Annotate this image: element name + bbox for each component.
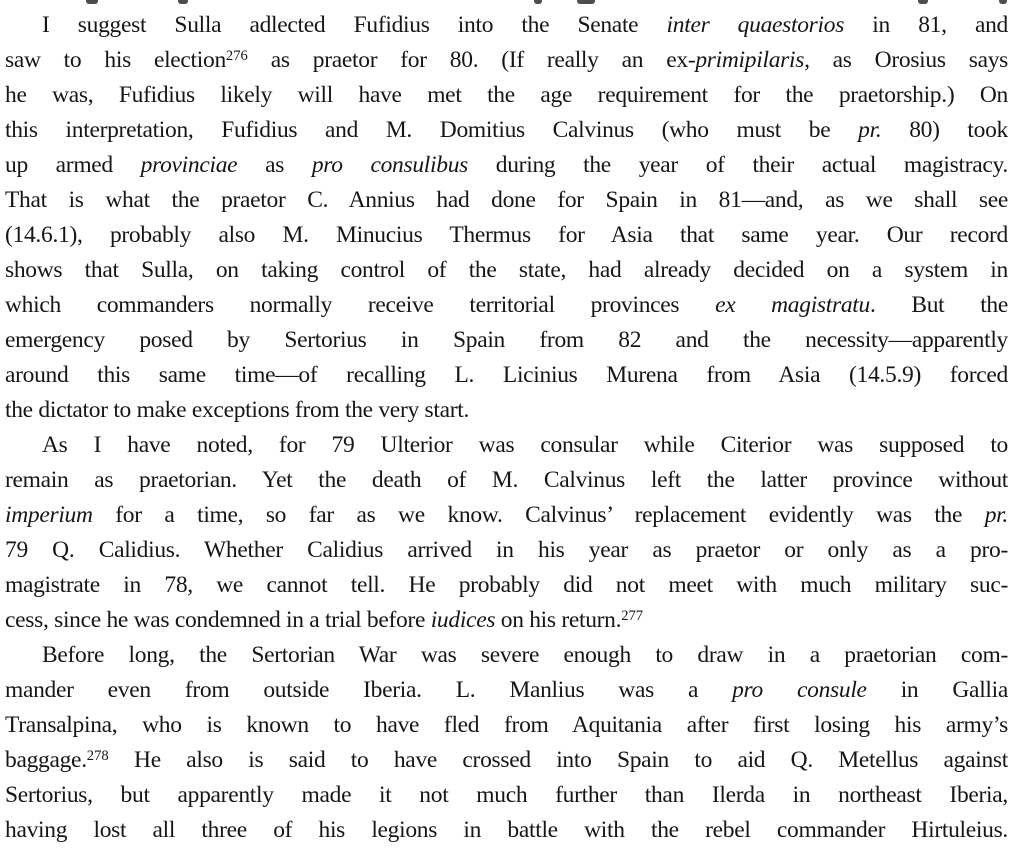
text-run: as (237, 152, 312, 178)
clipped-glyph-mark (534, 0, 542, 4)
text-run: remain as praetorian. Yet the death of M. Calvinus left the latter province without (5, 467, 1008, 493)
italic-run: pro consulibus (311, 152, 469, 178)
text-line (5, 603, 1008, 638)
text-run: for a time, so far as we know. Calvinus’ replacement evidently was the (92, 502, 985, 528)
text-run: Transalpina, who is known to have fled from Aquitania after first losing his army’s (5, 712, 1008, 738)
text-run: baggage. (5, 747, 87, 773)
text-run: I suggest Sulla adlected Fufidius into the Senate (42, 12, 667, 38)
text-run: That is what the praetor C. Annius had done for Spain in 81—and, as we shall see (5, 187, 1008, 213)
text-run: , as Orosius says (804, 47, 1008, 73)
text-run: . But the (869, 292, 1008, 318)
text-line (5, 288, 1008, 323)
text-line (5, 428, 1008, 463)
text-line (5, 43, 1008, 78)
italic-run: primipilaris (695, 47, 805, 73)
footnote-ref: 277 (621, 608, 644, 625)
italic-run: pro consule (732, 677, 867, 703)
text-run: he was, Fufidius likely will have met the age requirement for the praetorship.) On (5, 82, 1008, 108)
clipped-line-fragment (0, 0, 1024, 8)
text-line (5, 463, 1008, 498)
italic-run: imperium (5, 502, 93, 528)
text-run: cess, since he was condemned in a trial before (5, 607, 431, 633)
text-run: emergency posed by Sertorius in Spain from 82 and the necessity—apparently (5, 327, 1008, 353)
text-run: saw to his election (5, 47, 226, 73)
italic-run: inter quaestorios (666, 12, 845, 38)
text-run: in 81, and (844, 12, 1008, 38)
text-run: having lost all three of his legions in battle with the rebel commander Hirtuleius. (5, 817, 1008, 843)
footnote-ref: 276 (225, 48, 248, 65)
text-run: in Gallia (866, 677, 1008, 703)
text-run: (14.6.1), probably also M. Minucius Thermus for Asia that same year. Our record (5, 222, 1008, 248)
text-run: He also is said to have crossed into Spain to aid Q. Metellus against (108, 747, 1008, 773)
text-line (5, 533, 1008, 568)
italic-run: pr. (984, 502, 1008, 528)
text-run: which commanders normally receive territorial provinces (5, 292, 716, 318)
text-line (5, 253, 1008, 288)
text-run: 79 Q. Calidius. Whether Calidius arrived in his year as praetor or only as a pro- (5, 537, 1008, 563)
text-line (5, 813, 1008, 848)
text-run: mander even from outside Iberia. L. Manlius was a (5, 677, 733, 703)
italic-run: ex magistratu (715, 292, 870, 318)
clipped-glyph-mark (178, 0, 188, 4)
text-line (5, 113, 1008, 148)
text-line (5, 708, 1008, 743)
text-line (5, 673, 1008, 708)
italic-run: provinciae (140, 152, 238, 178)
body-text (0, 8, 1024, 848)
text-run: on his return. (495, 607, 622, 633)
clipped-glyph-mark (86, 0, 98, 4)
text-run: during the year of their actual magistracy. (468, 152, 1008, 178)
italic-run: iudices (430, 607, 496, 633)
clipped-glyph-mark (577, 0, 595, 4)
text-run: shows that Sulla, on taking control of the state, had already decided on a system in (5, 257, 1008, 283)
text-line (5, 568, 1008, 603)
text-line (5, 778, 1008, 813)
text-run: as praetor for 80. (If really an ex- (247, 47, 696, 73)
text-line (5, 638, 1008, 673)
text-line (5, 78, 1008, 113)
text-run: 80) took (881, 117, 1008, 143)
text-run: the dictator to make exceptions from the very start. (5, 397, 470, 423)
text-run: Sertorius, but apparently made it not much further than Ilerda in northeast Iberia, (5, 782, 1008, 808)
text-line (5, 148, 1008, 183)
text-run: Before long, the Sertorian War was severe enough to draw in a praetorian com- (42, 642, 1008, 668)
italic-run: pr. (858, 117, 882, 143)
text-line (5, 183, 1008, 218)
footnote-ref: 278 (86, 748, 109, 765)
clipped-glyph-mark (999, 0, 1007, 4)
text-run: around this same time—of recalling L. Licinius Murena from Asia (14.5.9) forced (5, 362, 1008, 388)
text-line (5, 218, 1008, 253)
text-line (5, 743, 1008, 778)
text-run: up armed (5, 152, 141, 178)
text-line (5, 393, 1008, 428)
clipped-glyph-mark (918, 0, 928, 4)
text-run: this interpretation, Fufidius and M. Domitius Calvinus (who must be (5, 117, 859, 143)
text-run: As I have noted, for 79 Ulterior was consular while Citerior was supposed to (42, 432, 1008, 458)
text-line (5, 498, 1008, 533)
text-run: magistrate in 78, we cannot tell. He probably did not meet with much military suc- (5, 572, 1008, 598)
text-line (5, 323, 1008, 358)
text-line (5, 358, 1008, 393)
text-line (5, 8, 1008, 43)
